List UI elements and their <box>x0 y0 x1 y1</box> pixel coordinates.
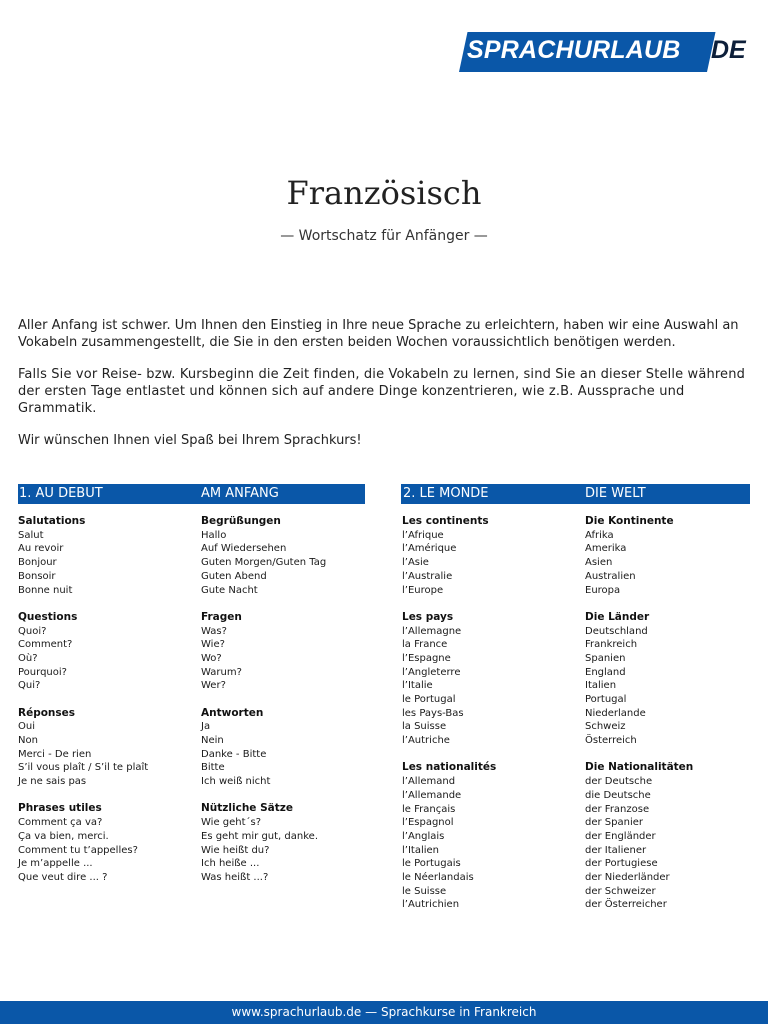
vocab-item: der Österreicher <box>585 899 667 911</box>
vocab-item: Auf Wiedersehen <box>201 543 287 555</box>
vocab-item: l’Amérique <box>402 543 457 555</box>
vocab-item: Au revoir <box>18 543 64 555</box>
vocab-item: Was? <box>201 625 227 637</box>
vocab-item: Asien <box>585 557 613 569</box>
vocab-item: Non <box>18 735 38 747</box>
vocab-group-heading: Questions <box>18 610 78 623</box>
vocab-group <box>18 802 148 884</box>
vocab-item: l’Allemagne <box>402 625 462 637</box>
vocab-item: Bitte <box>201 762 225 774</box>
vocab-item: l’Australie <box>402 570 453 582</box>
vocab-group-heading: Begrüßungen <box>201 515 281 527</box>
vocab-item: l’Italien <box>402 844 440 856</box>
vocab-item: Guten Abend <box>201 570 267 582</box>
vocab-group-heading: Die Kontinente <box>585 515 674 527</box>
logo-text-main: SPRACHURLAUB <box>467 36 681 64</box>
section-title-de: AM ANFANG <box>201 486 279 501</box>
vocab-item: l’Angleterre <box>402 666 461 678</box>
vocab-column-fr-2 <box>402 515 496 926</box>
vocab-item: der Franzose <box>585 803 650 815</box>
vocab-group <box>201 611 326 693</box>
vocab-column-fr-1 <box>18 515 148 898</box>
vocab-item: Bonsoir <box>18 570 56 582</box>
vocab-item: Comment ça va? <box>18 817 103 829</box>
vocab-item: S’il vous plaît / S’il te plaît <box>18 762 149 774</box>
section-title-fr: 1. AU DEBUT <box>19 486 103 501</box>
vocab-item: Je ne sais pas <box>18 776 87 788</box>
vocab-item: Danke - Bitte <box>201 748 267 760</box>
vocab-item: Nein <box>201 735 224 747</box>
vocab-item: Europa <box>585 584 621 596</box>
vocab-group <box>402 611 496 748</box>
vocab-item: England <box>585 666 626 678</box>
vocab-group <box>585 761 693 912</box>
vocab-group-heading: Les nationalités <box>402 761 497 774</box>
vocab-group <box>201 802 326 884</box>
vocab-item: l’Europe <box>402 584 444 596</box>
vocab-item: Afrika <box>585 529 614 541</box>
vocab-item: Wie geht´s? <box>201 817 262 829</box>
vocab-group <box>18 707 148 789</box>
vocab-item: Pourquoi? <box>18 666 67 678</box>
vocab-item: Was heißt ...? <box>201 871 269 883</box>
vocab-item: Frankreich <box>585 639 638 651</box>
vocab-item: Australien <box>585 570 636 582</box>
vocab-item: le Néerlandais <box>402 872 474 884</box>
vocab-item: Schweiz <box>585 721 626 733</box>
intro-paragraph: Aller Anfang ist schwer. Um Ihnen den Einstieg in Ihre neue Sprache zu erleichtern, haben wir eine Auswahl an Vokabeln zusammengestellt, die Sie in den ersten beiden Wochen voraussichtlich benötigen werden. <box>18 318 739 350</box>
vocab-group-heading: Réponses <box>18 706 76 719</box>
vocab-item: l’Autrichien <box>402 899 460 911</box>
vocab-item: Portugal <box>585 694 627 706</box>
vocab-item: Wie? <box>201 639 225 651</box>
vocab-item: Comment? <box>18 639 73 651</box>
vocab-item: Spanien <box>585 652 626 664</box>
vocab-item: der Schweizer <box>585 885 656 897</box>
vocab-item: der Deutsche <box>585 776 653 788</box>
vocab-item: Österreich <box>585 735 637 747</box>
vocab-item: Es geht mir gut, danke. <box>201 830 318 842</box>
vocab-group-heading: Les continents <box>402 515 489 527</box>
vocab-item: der Portugiese <box>585 858 658 870</box>
vocab-item: Ça va bien, merci. <box>18 830 109 842</box>
vocab-item: Comment tu t’appelles? <box>18 844 138 856</box>
vocab-item: l’Allemand <box>402 776 456 788</box>
vocab-item: l’Asie <box>402 557 429 569</box>
vocab-group <box>402 515 496 597</box>
intro-text <box>18 317 753 464</box>
vocab-item: l’Espagnol <box>402 817 454 829</box>
vocab-item: Hallo <box>201 529 227 541</box>
vocab-item: Niederlande <box>585 707 646 719</box>
vocab-group-heading: Die Länder <box>585 610 650 623</box>
intro-paragraph: Falls Sie vor Reise- bzw. Kursbeginn die Zeit finden, die Vokabeln zu lernen, sind Sie an dieser Stelle während der ersten Tage entlastet und können sich auf andere Dinge konzentrieren, wie z.B. Aussprache und Grammatik. <box>18 367 745 416</box>
vocab-group-heading: Antworten <box>201 706 264 719</box>
vocab-item: Que veut dire ... ? <box>18 871 108 883</box>
footer-text: Sprachkurse in Frankreich <box>380 1005 537 1019</box>
vocab-item: Qui? <box>18 680 41 692</box>
vocab-item: le Portugais <box>402 858 461 870</box>
vocab-item: le Portugal <box>402 694 456 706</box>
section-title-de: DIE WELT <box>585 486 646 501</box>
vocab-group <box>585 515 693 597</box>
vocab-item: Ja <box>201 721 211 733</box>
vocab-item: l’Italie <box>402 680 433 692</box>
vocab-item: der Engländer <box>585 830 656 842</box>
section-header-au-debut <box>18 484 365 504</box>
vocab-group-heading: Les pays <box>402 610 454 623</box>
vocab-group-heading: Phrases utiles <box>18 802 102 815</box>
page-title: Französisch <box>286 174 482 212</box>
vocab-column-de-1 <box>201 515 326 898</box>
vocab-item: Wo? <box>201 652 222 664</box>
vocab-item: Italien <box>585 680 617 692</box>
vocab-group-heading: Die Nationalitäten <box>585 761 694 774</box>
logo-text-suffix: DE <box>711 36 746 64</box>
vocab-item: l’Espagne <box>402 652 451 664</box>
vocab-item: Merci - De rien <box>18 748 92 760</box>
footer-url[interactable]: www.sprachurlaub.de <box>231 1005 362 1019</box>
vocab-item: Ich heiße ... <box>201 858 260 870</box>
page-subtitle: — Wortschatz für Anfänger — <box>280 228 488 244</box>
vocab-item: Gute Nacht <box>201 584 258 596</box>
vocab-item: Guten Morgen/Guten Tag <box>201 557 327 569</box>
vocab-group-heading: Fragen <box>201 610 242 623</box>
vocab-item: Quoi? <box>18 625 47 637</box>
vocab-item: l’Afrique <box>402 529 444 541</box>
vocab-group <box>201 515 326 597</box>
intro-paragraph: Wir wünschen Ihnen viel Spaß bei Ihrem Sprachkurs! <box>18 433 362 448</box>
vocab-item: l’Allemande <box>402 789 462 801</box>
vocab-item: Deutschland <box>585 625 648 637</box>
vocab-item: Salut <box>18 529 44 541</box>
footer-separator: — <box>365 1005 378 1019</box>
vocab-item: Bonne nuit <box>18 584 73 596</box>
vocab-group <box>18 515 148 597</box>
vocab-group <box>201 707 326 789</box>
vocab-item: Oui <box>18 721 35 733</box>
vocab-item: Je m’appelle ... <box>18 858 93 870</box>
vocab-group <box>402 761 496 912</box>
vocab-item: der Spanier <box>585 817 643 829</box>
vocab-item: les Pays-Bas <box>402 707 464 719</box>
vocab-item: Amerika <box>585 543 627 555</box>
vocab-item: l’Autriche <box>402 735 450 747</box>
vocab-item: Wie heißt du? <box>201 844 270 856</box>
vocab-item: l’Anglais <box>402 830 445 842</box>
vocab-group <box>585 611 693 748</box>
vocab-column-de-2 <box>585 515 693 926</box>
vocab-item: Ich weiß nicht <box>201 776 271 788</box>
vocab-item: Warum? <box>201 666 242 678</box>
vocab-item: le Suisse <box>402 885 447 897</box>
vocab-item: la Suisse <box>402 721 447 733</box>
section-title-fr: 2. LE MONDE <box>403 486 489 501</box>
footer-bar <box>0 1001 768 1024</box>
vocab-item: der Italiener <box>585 844 647 856</box>
vocab-item: Bonjour <box>18 557 57 569</box>
vocab-item: der Niederländer <box>585 872 670 884</box>
vocab-item: die Deutsche <box>585 789 651 801</box>
section-header-le-monde <box>401 484 750 504</box>
vocab-group-heading: Nützliche Sätze <box>201 802 293 815</box>
vocab-item: Wer? <box>201 680 226 692</box>
vocab-item: la France <box>402 639 448 651</box>
vocab-item: Où? <box>18 652 38 664</box>
vocab-group-heading: Salutations <box>18 515 86 527</box>
vocab-item: le Français <box>402 803 456 815</box>
vocab-group <box>18 611 148 693</box>
